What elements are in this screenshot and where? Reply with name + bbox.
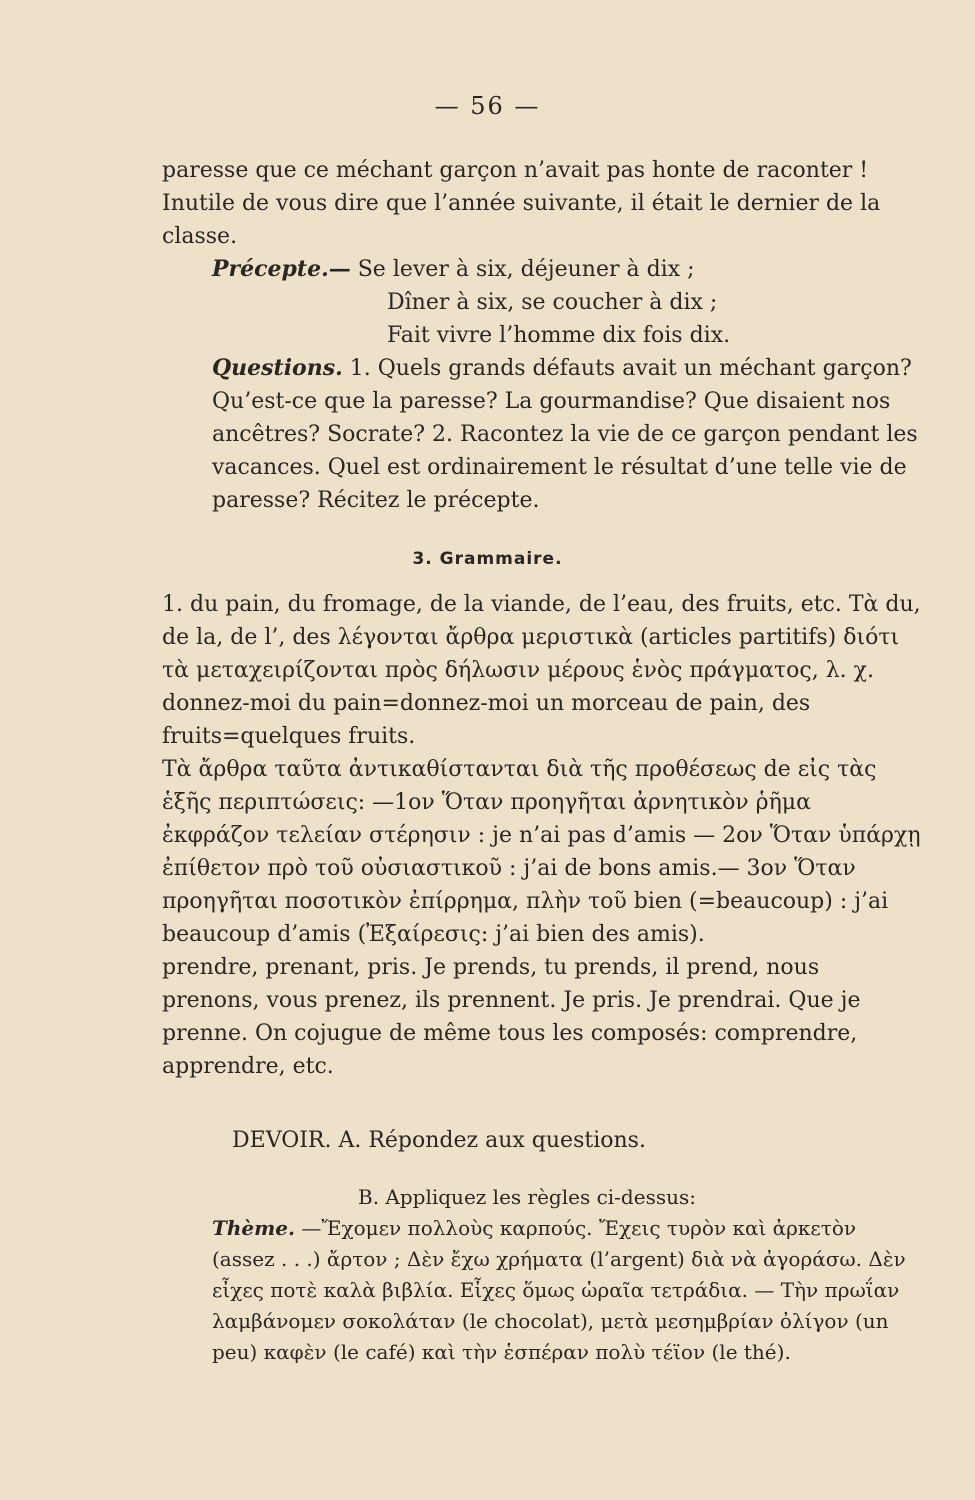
grammar-heading: 3. Grammaire. [412, 549, 563, 569]
grammar-paragraph-1: 1. du pain, du fromage, de la viande, de l’eau, des fruits, etc. Τὰ du, de la, de l’, des λέγονται ἄρθρα μεριστικὰ (articles partitifs) διότι τὰ μεταχειρίζονται πρὸς δήλωσιν μέρους ἑνὸς πράγματος, λ. χ. donnez-moi du pain=donnez-moi un morceau de pain, des fruits=quelques fruits. [162, 592, 921, 749]
devoir-line-a: DEVOIR. A. Répondez aux questions. [232, 1128, 646, 1153]
grammar-paragraph-3: prendre, prenant, pris. Je prends, tu prends, il prend, nous prenons, vous prenez, ils prennent. Je pris. Je prendrai. Que je prenne. On cojugue de même tous les composés: comprendre, apprendre, etc. [162, 955, 861, 1079]
precept-text: Se lever à six, déjeuner à dix ; [357, 257, 695, 282]
questions-section [162, 352, 922, 517]
questions-paragraph [162, 352, 922, 517]
theme-section [162, 1182, 922, 1368]
questions-label: Questions. [212, 355, 343, 381]
story-paragraph: paresse que ce méchant garçon n’avait pas honte de raconter ! Inutile de vous dire que l’année suivante, il était le dernier de la classe. [162, 158, 881, 249]
story-section [162, 154, 922, 352]
devoir-line-b: B. Appliquez les règles ci-dessus: [358, 1185, 696, 1209]
precept-line-1 [162, 253, 922, 286]
precept-label: Précepte.— [212, 256, 351, 282]
page-number: — 56 — [434, 92, 541, 120]
theme-text: —Ἔχομεν πολλοὺς καρπούς. Ἔχεις τυρὸν καὶ ἀρκετὸν (assez . . .) ἄρτον ; Δὲν ἔχω χρήματα (l’argent) διὰ νὰ ἀγοράσω. Δὲν εἶχες ποτὲ καλὰ βιβλία. Εἶχες ὅμως ὡραῖα τετράδια. — Τὴν πρωΐαν λαμβάνομεν σοκολάταν (le chocolat), μετὰ μεσημβρίαν ὀλίγον (un peu) καφὲν (le café) καὶ τὴν ἑσπέραν πολὺ τέϊον (le thé). [212, 1216, 906, 1364]
theme-label: Thème. [212, 1216, 295, 1240]
theme-paragraph [162, 1213, 922, 1368]
devoir-section [162, 1124, 922, 1157]
grammar-section [162, 588, 922, 1083]
precept-line-2: Dîner à six, se coucher à dix ; [387, 290, 718, 315]
grammar-paragraph-2: Τὰ ἄρθρα ταῦτα ἀντικαθίστανται διὰ τῆς προθέσεως de εἰς τὰς ἑξῆς περιπτώσεις: —1ον Ὅταν προηγῆται ἀρνητικὸν ῥῆμα ἐκφράζον τελείαν στέρησιν : je n’ai pas d’amis — 2ον Ὅταν ὑπάρχῃ ἐπίθετον πρὸ τοῦ οὐσιαστικοῦ : j’ai de bons amis.— 3ον Ὅταν προηγῆται ποσοτικὸν ἐπίρρημα, πλὴν τοῦ bien (=beaucoup) : j’ai beaucoup d’amis (Ἐξαίρεσις: j’ai bien des amis). [162, 757, 921, 947]
precept-line-3: Fait vivre l’homme dix fois dix. [387, 323, 731, 348]
questions-text: 1. Quels grands défauts avait un méchant garçon? Qu’est-ce que la paresse? La gourmandise? Que disaient nos ancêtres? Socrate? 2. Racontez la vie de ce garçon pendant les vacances. Quel est ordinairement le résultat d’une telle vie de paresse? Récitez le précepte. [212, 356, 918, 513]
